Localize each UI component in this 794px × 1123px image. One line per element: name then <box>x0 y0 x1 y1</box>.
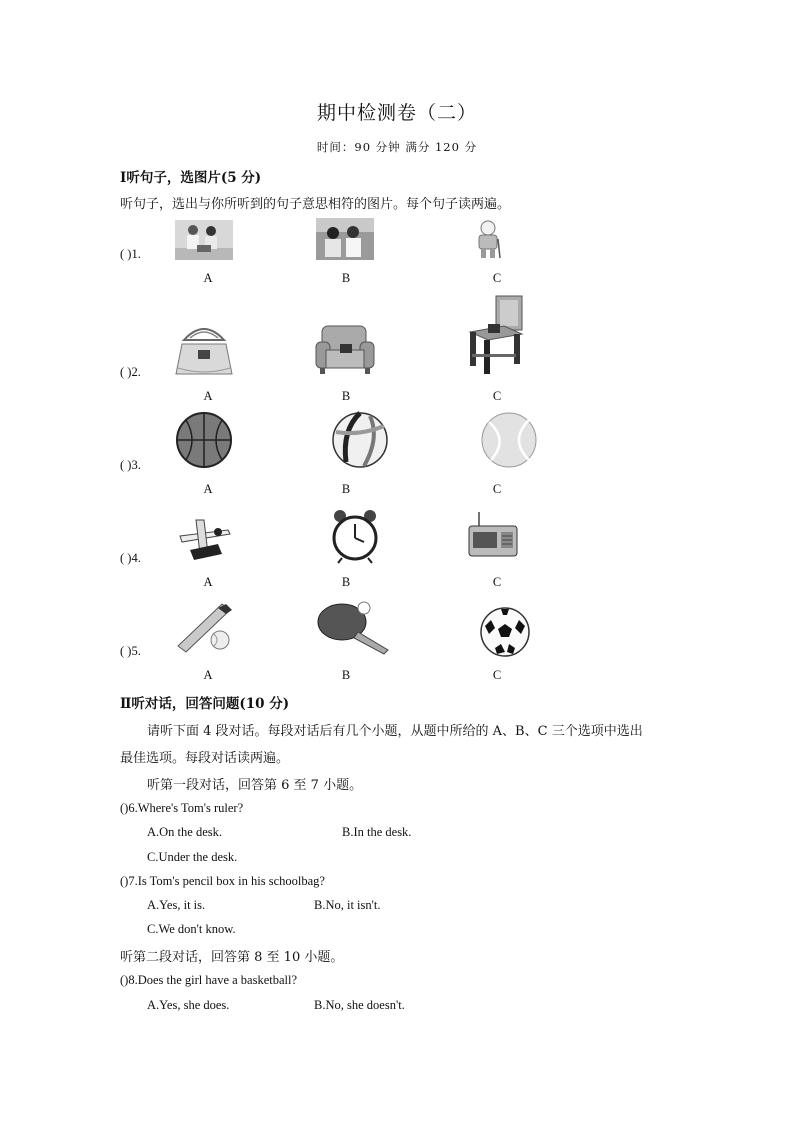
question-7-option-c[interactable]: C.We don't know. <box>147 922 236 936</box>
question-6-option-b[interactable]: B.In the desk. <box>342 825 412 839</box>
alarm-clock-icon <box>330 508 380 564</box>
option-label-5a: A <box>203 668 213 682</box>
toy-plane-icon <box>174 514 234 562</box>
option-label-2a: A <box>203 389 213 403</box>
question-8: ()8.Does the girl have a basketball? <box>120 973 298 987</box>
option-label-1c: C <box>492 271 502 285</box>
answer-blank-2[interactable]: ( )2. <box>120 365 141 379</box>
option-label-3a: A <box>203 482 213 496</box>
soccer-ball-icon <box>479 606 531 658</box>
answer-blank-5[interactable]: ( )5. <box>120 644 141 658</box>
dialog2-instruction: 听第二段对话，回答第 8 至 10 小题。 <box>120 950 344 965</box>
family-laptop-photo-icon <box>175 220 233 260</box>
part1-heading: Ⅰ听句子，选图片(5 分) <box>120 170 262 186</box>
part2-intro-line1: 请听下面 4 段对话。每段对话后有几个小题，从题中所给的 A、B、C 三个选项中选出 <box>147 724 643 739</box>
option-label-1a: A <box>203 271 213 285</box>
part2-heading: Ⅱ听对话，回答问题(10 分) <box>120 696 290 712</box>
answer-blank-3[interactable]: ( )3. <box>120 458 141 472</box>
tennis-ball-icon <box>479 410 539 470</box>
chair-icon <box>464 294 526 376</box>
question-7: ()7.Is Tom's pencil box in his schoolbag? <box>120 874 325 888</box>
question-6-option-a[interactable]: A.On the desk. <box>147 825 222 839</box>
page-title: 期中检测卷（二） <box>316 102 477 124</box>
option-label-4b: B <box>341 575 351 589</box>
father-daughter-photo-icon <box>316 218 374 260</box>
option-label-4a: A <box>203 575 213 589</box>
basketball-icon <box>174 410 234 470</box>
exam-time-and-score: 时间：90 分钟 满分 120 分 <box>316 140 478 154</box>
volleyball-icon <box>330 410 390 470</box>
option-label-1b: B <box>341 271 351 285</box>
question-6: ()6.Where's Tom's ruler? <box>120 801 244 815</box>
bed-icon <box>172 318 236 378</box>
sofa-icon <box>314 322 376 376</box>
part1-instruction: 听句子，选出与你所听到的句子意思相符的图片。每个句子读两遍。 <box>120 197 511 212</box>
ping-pong-paddle-icon <box>316 600 392 656</box>
grandpa-icon <box>474 219 502 259</box>
option-label-3b: B <box>341 482 351 496</box>
option-label-5b: B <box>341 668 351 682</box>
answer-blank-4[interactable]: ( )4. <box>120 551 141 565</box>
question-8-option-a[interactable]: A.Yes, she does. <box>147 998 230 1012</box>
answer-blank-1[interactable]: ( )1. <box>120 247 141 261</box>
option-label-2c: C <box>492 389 502 403</box>
question-7-option-a[interactable]: A.Yes, it is. <box>147 898 206 912</box>
option-label-5c: C <box>492 668 502 682</box>
question-6-option-c[interactable]: C.Under the desk. <box>147 850 238 864</box>
radio-icon <box>467 512 519 560</box>
dialog1-instruction: 听第一段对话，回答第 6 至 7 小题。 <box>147 778 363 793</box>
baseball-bat-icon <box>172 600 234 654</box>
question-7-option-b[interactable]: B.No, it isn't. <box>314 898 381 912</box>
option-label-3c: C <box>492 482 502 496</box>
option-label-4c: C <box>492 575 502 589</box>
part2-intro-line2: 最佳选项。每段对话读两遍。 <box>120 751 290 766</box>
option-label-2b: B <box>341 389 351 403</box>
question-8-option-b[interactable]: B.No, she doesn't. <box>314 998 405 1012</box>
